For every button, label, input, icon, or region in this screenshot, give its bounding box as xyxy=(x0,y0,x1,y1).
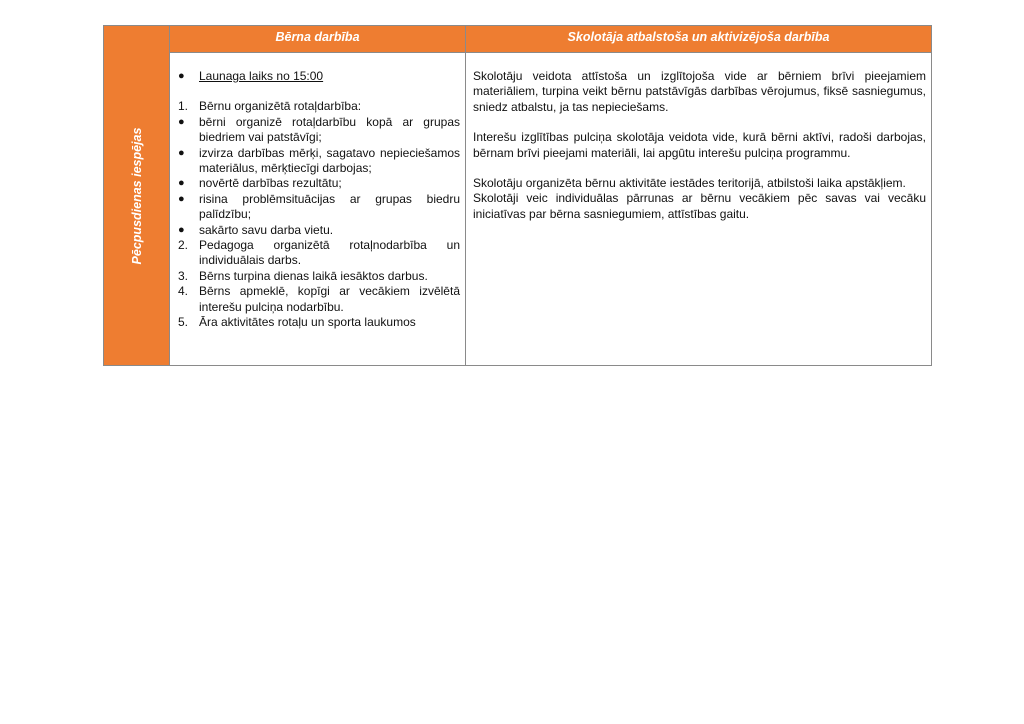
list-number: 2. xyxy=(178,238,189,253)
list-item-text: Bērns turpina dienas laikā iesāktos darbus. xyxy=(199,268,428,283)
list-item xyxy=(178,146,460,177)
teacher-paragraph: Skolotāju organizēta bērnu aktivitāte iestādes teritorijā, atbilstoši laika apstākļiem. xyxy=(473,176,906,191)
list-item-text: sakārto savu darba vietu. xyxy=(199,222,334,237)
list-item xyxy=(178,284,460,315)
intro-item xyxy=(178,69,460,84)
side-label: Pēcpusdienas iespējas xyxy=(129,127,144,264)
list-number: 5. xyxy=(178,315,189,330)
list-item-text: Pedagoga organizētā rotaļnodarbība un individuālais darbs. xyxy=(199,238,460,268)
list-item-text: risina problēmsituācijas ar grupas biedru palīdzību; xyxy=(199,191,460,222)
list-item xyxy=(178,238,460,269)
bullet-icon: ● xyxy=(178,115,185,128)
side-column xyxy=(104,26,170,365)
teacher-paragraph: Interešu izglītības pulciņa skolotāja veidota vide, kurā bērni aktīvi, radoši darbojas, bērnam brīvi pieejami materiāli, lai apgūtu interešu pulciņa programmu. xyxy=(473,130,926,160)
bullet-icon: ● xyxy=(178,192,185,205)
list-item-text: Bērns apmeklē, kopīgi ar vecākiem izvēlētā interešu pulciņa nodarbību. xyxy=(199,284,460,314)
list-item xyxy=(178,192,460,223)
list-number: 4. xyxy=(178,284,189,299)
list-number: 1. xyxy=(178,99,189,114)
teacher-paragraph: Skolotāji veic individuālas pārrunas ar bērnu vecākiem pēc savas vai vecāku iniciatīvas par bērna sasniegumiem, attīstības gaitu. xyxy=(473,191,926,221)
bullet-icon: ● xyxy=(178,177,185,190)
list-item xyxy=(178,315,460,330)
list-item xyxy=(178,176,460,191)
list-item-text: Bērnu organizētā rotaļdarbība: xyxy=(199,99,362,114)
list-item-text: Āra aktivitātes rotaļu un sporta laukumos xyxy=(199,315,416,330)
list-item xyxy=(178,269,460,284)
child-activity-cell xyxy=(170,53,466,365)
list-item-text: bērni organizē rotaļdarbību kopā ar grupas biedriem vai patstāvīgi; xyxy=(199,114,460,145)
bullet-icon: ● xyxy=(178,146,185,159)
list-item xyxy=(178,115,460,146)
list-item-text: izvirza darbības mērķi, sagatavo nepieciešamos materiālus, mērķtiecīgi darbojas; xyxy=(199,145,460,176)
intro-text: Launaga laiks no 15:00 xyxy=(199,69,324,83)
bullet-icon: ● xyxy=(178,70,185,82)
list-item xyxy=(178,99,460,114)
list-item-text: novērtē darbības rezultātu; xyxy=(199,176,342,191)
bullet-icon: ● xyxy=(178,223,185,236)
teacher-paragraph: Skolotāju veidota attīstoša un izglītojoša vide ar bērniem brīvi pieejamiem materiāliem, turpina veikt bērnu patstāvīgās darbības vērojumus, fiksē sasniegumus, sniedz atbalstu, ja tas nepieciešams. xyxy=(473,69,926,114)
header-child-activity: Bērna darbība xyxy=(170,26,466,53)
teacher-activity-cell xyxy=(466,53,931,365)
list-item xyxy=(178,223,460,238)
list-number: 3. xyxy=(178,268,189,283)
header-teacher-activity: Skolotāja atbalstoša un aktivizējoša darbība xyxy=(466,26,931,53)
activity-table xyxy=(103,25,932,366)
